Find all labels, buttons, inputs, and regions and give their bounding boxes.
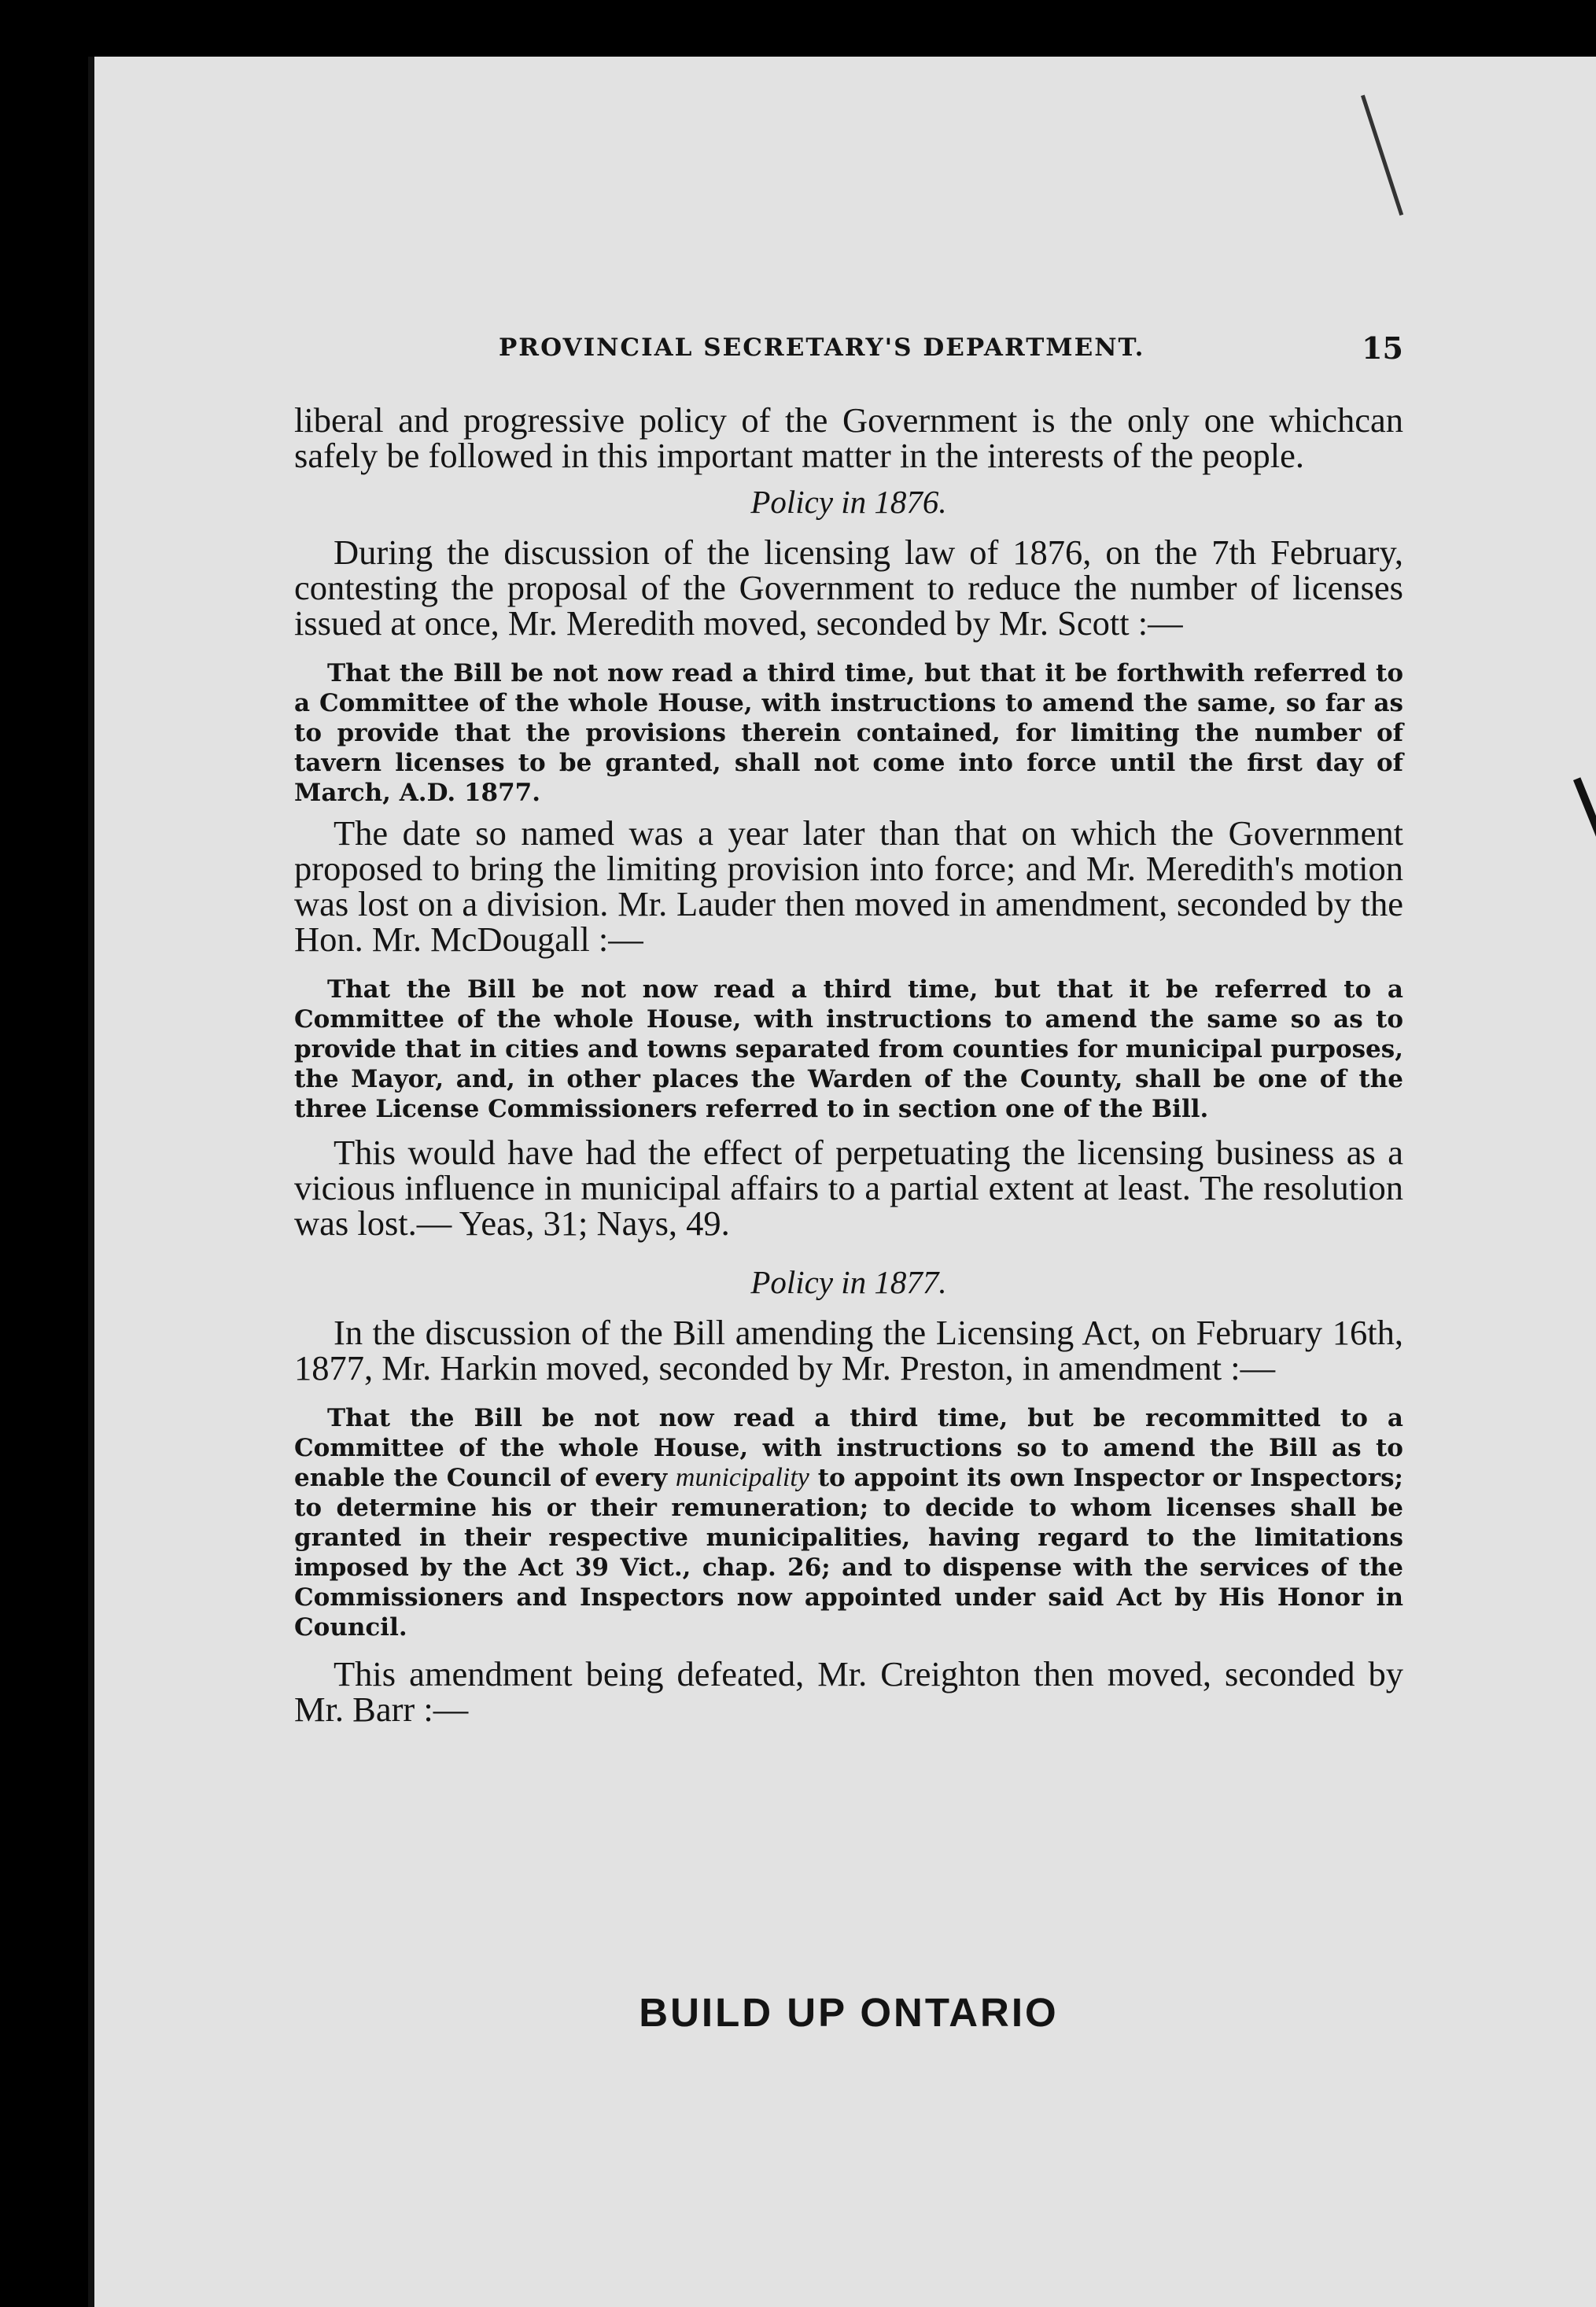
paragraph-1877-1: In the discussion of the Bill amending the Licensing Act, on February 16th, 1877, Mr. Harkin moved, seconded by Mr. Preston, in amendment :— — [294, 1313, 1403, 1388]
scan-mark — [1361, 94, 1403, 216]
paragraph-1877-2: This amendment being defeated, Mr. Creighton then moved, seconded by Mr. Barr :— — [294, 1654, 1403, 1729]
document-page — [88, 57, 1596, 2307]
running-header — [499, 330, 1403, 366]
intro-paragraph: liberal and progressive policy of the Government is the only one whichcan safely be followed in this important matter in the interests of the people. — [294, 400, 1403, 475]
paragraph-1876-2: The date so named was a year later than that on which the Government proposed to bring the limiting provision into force; and Mr. Meredith's motion was lost on a division. Mr. Lauder then moved in amendment, seconded by the Hon. Mr. McDougall :— — [294, 813, 1403, 959]
main-text — [294, 400, 1403, 1729]
quoted-motion-meredith: That the Bill be not now read a third time, but that it be forthwith referred to a Committee of the whole House, with instructions to amend the same, so far as to provide that the provisions therein contained, for limiting the number of tavern licenses to be granted, shall not come into force until the first day of March, A.D. 1877. — [294, 659, 1403, 807]
section-heading-1877: Policy in 1877. — [750, 1264, 947, 1300]
paragraph-1876-1: During the discussion of the licensing law of 1876, on the 7th February, contesting the proposal of the Government to reduce the number of licenses issued at once, Mr. Meredith moved, seconded by Mr. Scott :— — [294, 533, 1403, 643]
scan-mark — [1573, 777, 1596, 948]
footer-stamp: BUILD UP ONTARIO — [639, 1990, 1059, 2035]
page-number: 15 — [1362, 330, 1403, 366]
binding-edge — [88, 57, 94, 2307]
quoted-motion-harkin — [294, 1403, 1403, 1642]
quote-text: to appoint its own Inspector or Inspectors; to determine his or their remuneration; to decide to whom licenses shall be granted in their respective municipalities, having regard to the limitations imposed by the Act 39 Vict., chap. 26; and to dispense with the services of the Commissioners and Inspectors now appointed under said Act by His Honor in Council. — [294, 1464, 1403, 1642]
quote-text: That the Bill be not now read a third time, but be recommitted to a Committee of the whole House, with instructions so to amend the Bill as to enable the Council of every — [294, 1404, 1403, 1492]
section-heading-1876: Policy in 1876. — [750, 484, 947, 520]
paragraph-1876-3: This would have had the effect of perpetuating the licensing business as a vicious influence in municipal affairs to a partial extent at least. The resolution was lost.— Yeas, 31; Nays, 49. — [294, 1133, 1403, 1243]
running-title: PROVINCIAL SECRETARY'S DEPARTMENT. — [499, 334, 1145, 362]
quoted-motion-lauder: That the Bill be not now read a third time, but that it be referred to a Committee of the whole House, with instructions to amend the same so as to provide that in cities and towns separated from counties for municipal purposes, the Mayor, and, in other places the Warden of the County, shall be one of the three License Commissioners referred to in section one of the Bill. — [294, 975, 1403, 1123]
quote-emphasis: municipality — [675, 1463, 809, 1492]
